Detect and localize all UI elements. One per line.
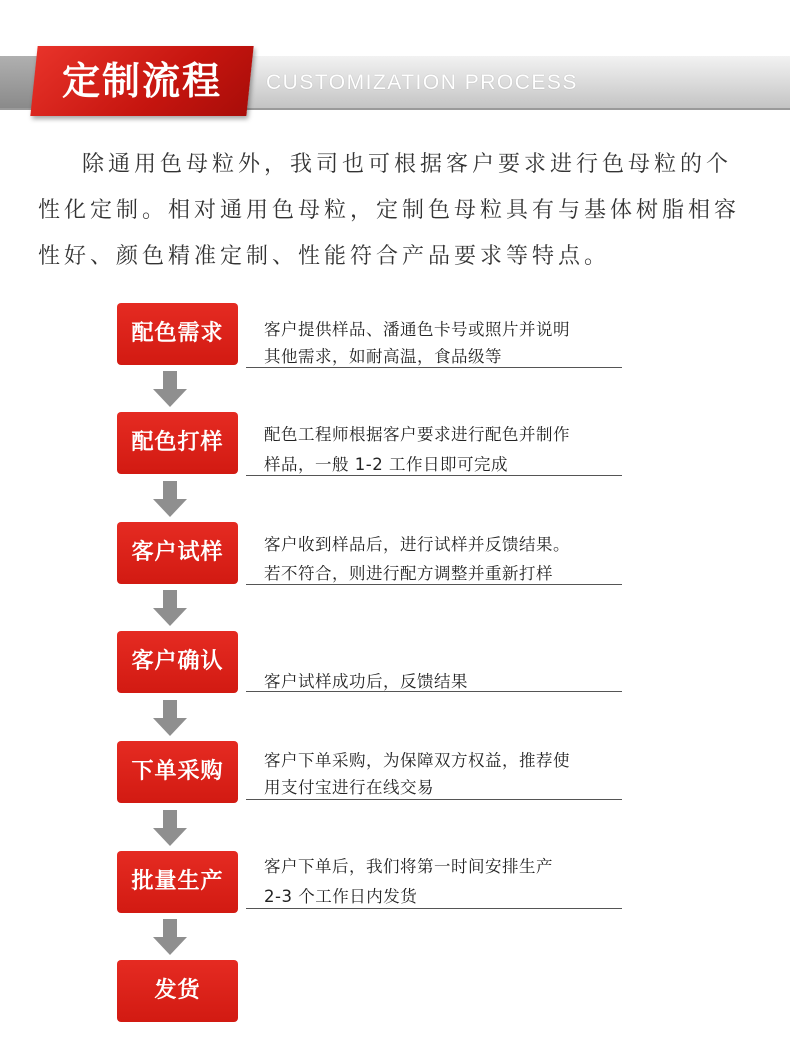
step-desc-mass-production xyxy=(246,845,622,909)
step-desc-line: 客户试样成功后，反馈结果 xyxy=(264,672,468,691)
step-box-color-request: 配色需求 xyxy=(117,303,238,365)
down-arrow-icon xyxy=(153,919,187,957)
step-desc-customer-confirm xyxy=(246,631,622,692)
step-desc-line: 若不符合，则进行配方调整并重新打样 xyxy=(264,564,553,583)
step-desc-line: 客户下单后，我们将第一时间安排生产 xyxy=(264,857,553,876)
step-box-mass-production: 批量生产 xyxy=(117,851,238,913)
intro-paragraph: 除通用色母粒外，我司也可根据客户要求进行色母粒的个性化定制。相对通用色母粒，定制色母粒具有与基体树脂相容性好、颜色精准定制、性能符合产品要求等特点。 xyxy=(38,152,741,269)
step-desc-line: 用支付宝进行在线交易 xyxy=(264,778,434,797)
step-box-order-purchase: 下单采购 xyxy=(117,741,238,803)
down-arrow-icon xyxy=(153,810,187,848)
page-subtitle: CUSTOMIZATION PROCESS xyxy=(266,71,578,94)
step-desc-line: 客户下单采购，为保障双方权益，推荐使 xyxy=(264,751,570,770)
step-desc-line: 样品，一般 1-2 工作日即可完成 xyxy=(264,455,508,474)
step-desc-order-purchase xyxy=(246,738,622,800)
down-arrow-icon xyxy=(153,590,187,628)
step-desc-color-request xyxy=(246,306,622,368)
down-arrow-icon xyxy=(153,700,187,738)
step-desc-customer-trial xyxy=(246,522,622,585)
step-desc-line: 其他需求，如耐高温，食品级等 xyxy=(264,347,502,366)
step-desc-color-sampling xyxy=(246,413,622,476)
step-desc-line: 2-3 个工作日内发货 xyxy=(264,887,418,906)
down-arrow-icon xyxy=(153,481,187,519)
step-box-color-sampling: 配色打样 xyxy=(117,412,238,474)
page-title: 定制流程 xyxy=(61,59,222,103)
down-arrow-icon xyxy=(153,371,187,409)
step-box-customer-trial: 客户试样 xyxy=(117,522,238,584)
step-desc-line: 客户提供样品、潘通色卡号或照片并说明 xyxy=(264,320,570,339)
step-box-customer-confirm: 客户确认 xyxy=(117,631,238,693)
step-box-shipping: 发货 xyxy=(117,960,238,1022)
step-desc-line: 客户收到样品后，进行试样并反馈结果。 xyxy=(264,535,570,554)
step-desc-line: 配色工程师根据客户要求进行配色并制作 xyxy=(264,425,570,444)
